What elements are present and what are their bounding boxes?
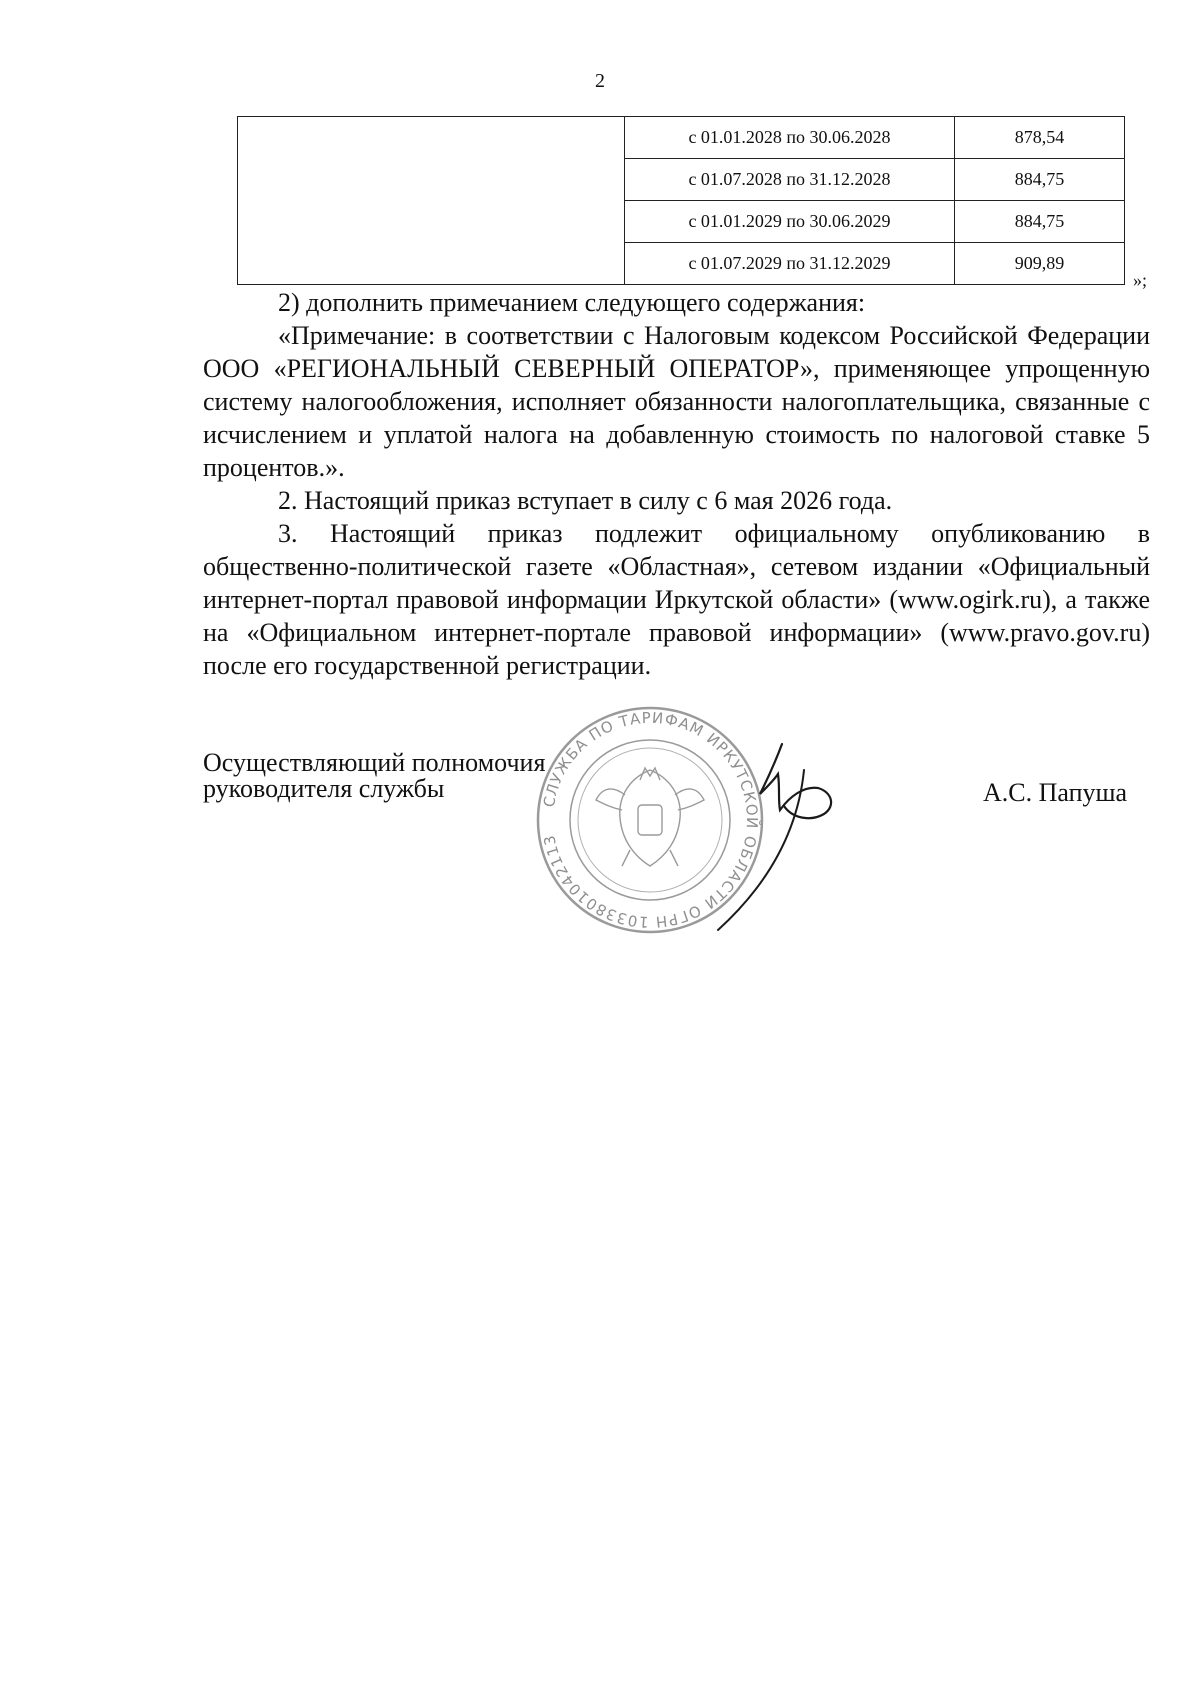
page-number: 2 [595, 70, 605, 92]
paragraph-publication: 3. Настоящий приказ подлежит официальному опубликованию в общественно-политической газете «Областная», сетевом издании «Официальный интернет-портал правовой информации Иркутской области» (www.ogirk.ru), а также на «Официальном интернет-портале правовой информации» (www.pravo.gov.ru) после его государственной регистрации. [203, 519, 1150, 680]
table-closing-mark: »; [1133, 270, 1148, 290]
signer-title-line-1: Осуществляющий полномочия [203, 748, 546, 777]
document-body [203, 286, 1150, 682]
tariff-table [237, 116, 1125, 285]
signer-title-line-2: руководителя службы [203, 774, 445, 803]
period-cell: с 01.01.2028 по 30.06.2028 [625, 117, 955, 159]
blank-cell [238, 117, 625, 285]
period-cell: с 01.01.2029 по 30.06.2029 [625, 201, 955, 243]
period-cell: с 01.07.2028 по 31.12.2028 [625, 159, 955, 201]
signer-title [203, 750, 545, 802]
value-cell: 878,54 [955, 117, 1125, 159]
paragraph-amendment: 2) дополнить примечанием следующего содержания: [278, 288, 866, 317]
period-cell: с 01.07.2029 по 31.12.2029 [625, 243, 955, 285]
handwritten-signature [700, 740, 880, 940]
paragraph-note: «Примечание: в соответствии с Налоговым кодексом Российской Федерации ООО «РЕГИОНАЛЬНЫЙ СЕВЕРНЫЙ ОПЕРАТОР», применяющее упрощенную систему налогообложения, исполняет обязанности налогоплательщика, связанные с исчислением и уплатой налога на добавленную стоимость по налоговой ставке 5 процентов.». [203, 321, 1150, 482]
signature-block [0, 708, 1200, 950]
table-row [238, 117, 1125, 159]
value-cell: 909,89 [955, 243, 1125, 285]
value-cell: 884,75 [955, 159, 1125, 201]
value-cell: 884,75 [955, 201, 1125, 243]
paragraph-effective-date: 2. Настоящий приказ вступает в силу с 6 мая 2026 года. [278, 486, 893, 515]
signer-name: А.С. Папуша [983, 778, 1128, 807]
stamp-text: СЛУЖБА ПО ТАРИФАМ ИРКУТСКОЙ ОБЛАСТИ ОГРН 1033801042113 [539, 708, 762, 932]
